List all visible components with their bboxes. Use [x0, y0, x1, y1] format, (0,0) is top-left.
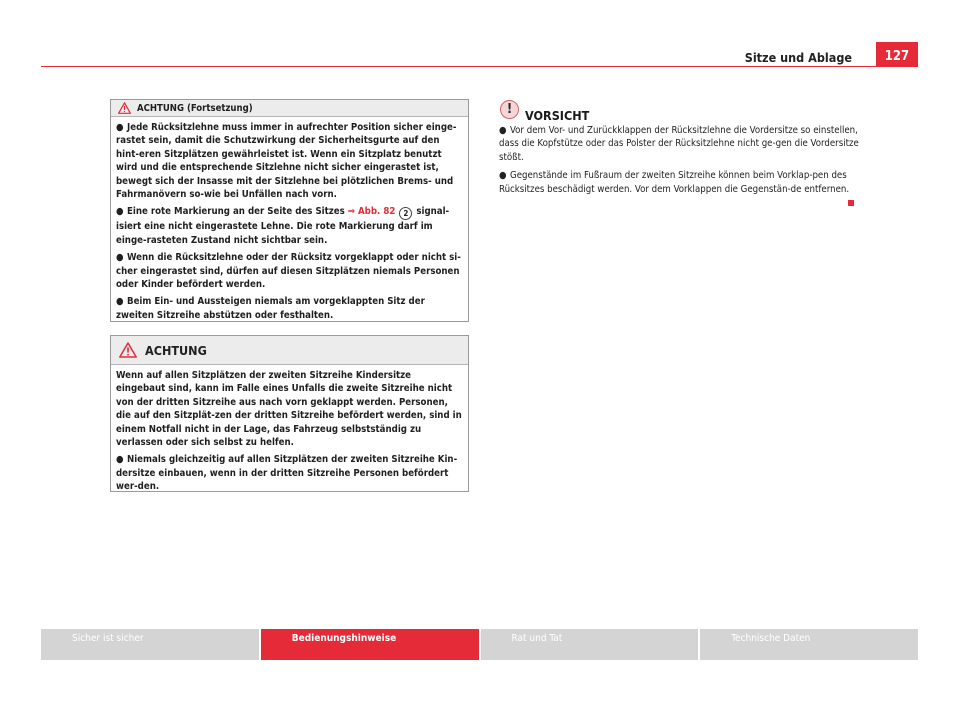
list-item	[116, 251, 462, 291]
warning-continued-title: ACHTUNG (Fortsetzung)	[137, 102, 253, 114]
bullet-dot: ●	[116, 206, 124, 218]
list-item-text: Gegenstände im Fußraum der zweiten Sitzreihe können beim Vorklap-pen des Rücksitzes beschädigt werden. Vor dem Vorklappen die Gegenstän-de entfernen.	[499, 170, 850, 195]
bullet-dot: ●	[116, 296, 124, 308]
warning-triangle-icon	[118, 102, 131, 114]
page-number: 127	[876, 42, 918, 67]
warning-box	[110, 335, 469, 492]
tab-technische-daten[interactable]: Technische Daten	[700, 629, 918, 660]
list-item-text: Niemals gleichzeitig auf allen Sitzplätzen der zweiten Sitzreihe Kin-dersitze einbauen, wenn in der dritten Sitzreihe Personen befördert wer-den.	[116, 454, 458, 493]
section-end-marker	[848, 200, 854, 206]
caution-title: VORSICHT	[525, 108, 590, 123]
warning-header	[111, 336, 468, 365]
warning-paragraph: Wenn auf allen Sitzplätzen der zweiten Sitzreihe Kindersitze eingebaut sind, kann im Falle eines Unfalls die zweite Sitzreihe nicht von der dritten Sitzreihe aus nach vorn geklappt werden. Personen, die auf den Sitzplät-zen der dritten Sitzreihe befördert werden, sind in einem Notfall nicht in der Lage, das Fahrzeug selbstständig zu verlassen oder sich selbst zu helfen.	[116, 370, 462, 449]
list-item-text: Vor dem Vor- und Zurückklappen der Rücksitzlehne die Vordersitze so einstellen, dass die Kopfstütze oder das Polster der Rücksitzlehne nicht ge-gen die Vordersitze stößt.	[499, 125, 859, 163]
warning-body	[111, 365, 468, 494]
warning-triangle-icon	[119, 342, 137, 358]
callout-number: 2	[399, 207, 412, 220]
list-item-text: signal-isiert eine nicht eingerastete Lehne. Die rote Markierung darf im einge-rasteten Zustand nicht sichtbar sein.	[116, 206, 450, 246]
list-item-text: Eine rote Markierung an der Seite des Sitzes	[127, 206, 348, 218]
list-item	[116, 205, 462, 247]
warning-continued-box	[110, 99, 469, 322]
exclamation-circle-icon: !	[500, 100, 519, 119]
caution-body	[499, 124, 859, 201]
warning-continued-header	[111, 100, 468, 117]
list-item	[116, 453, 462, 493]
footer-tabs	[41, 629, 918, 660]
bullet-dot: ●	[499, 125, 507, 136]
tab-bedienungshinweise[interactable]: Bedienungshinweise	[261, 629, 479, 660]
bullet-dot: ●	[499, 170, 507, 182]
list-item	[499, 124, 859, 164]
tab-sicher-ist-sicher[interactable]: Sicher ist sicher	[41, 629, 259, 660]
header-rule	[41, 66, 918, 67]
bullet-dot: ●	[116, 454, 124, 466]
list-item-text: Wenn die Rücksitzlehne oder der Rücksitz vorgeklappt oder nicht si-cher eingerastet sind, dürfen auf diesen Sitzplätzen niemals Personen oder Kinder befördert werden.	[116, 252, 461, 291]
figure-reference-link[interactable]: ⇒ Abb. 82	[347, 206, 396, 218]
bullet-dot: ●	[116, 252, 124, 264]
list-item	[499, 169, 859, 196]
bullet-dot: ●	[116, 122, 124, 133]
warning-title: ACHTUNG	[145, 342, 207, 358]
list-item-text: Jede Rücksitzlehne muss immer in aufrechter Position sicher einge-rastet sein, damit die Schutzwirkung der Sicherheitsgurte auf den hint-eren Sitzplätzen gewährleistet ist. Wenn ein Sitzplatz benutzt wird und die entsprechende Sitzlehne nicht sicher eingerastet ist, bewegt sich der Insasse mit der Sitzlehne bei plötzlichen Brems- und Fahrmanövern so-wie bei Unfällen nach vorn.	[116, 122, 457, 201]
list-item-text: Beim Ein- und Aussteigen niemals am vorgeklappten Sitz der zweiten Sitzreihe abstützen oder festhalten.	[116, 296, 425, 321]
list-item	[116, 121, 462, 201]
section-title: Sitze und Ablage	[744, 50, 852, 65]
warning-continued-body	[111, 117, 468, 322]
tab-rat-und-tat[interactable]: Rat und Tat	[481, 629, 699, 660]
list-item	[116, 295, 462, 322]
